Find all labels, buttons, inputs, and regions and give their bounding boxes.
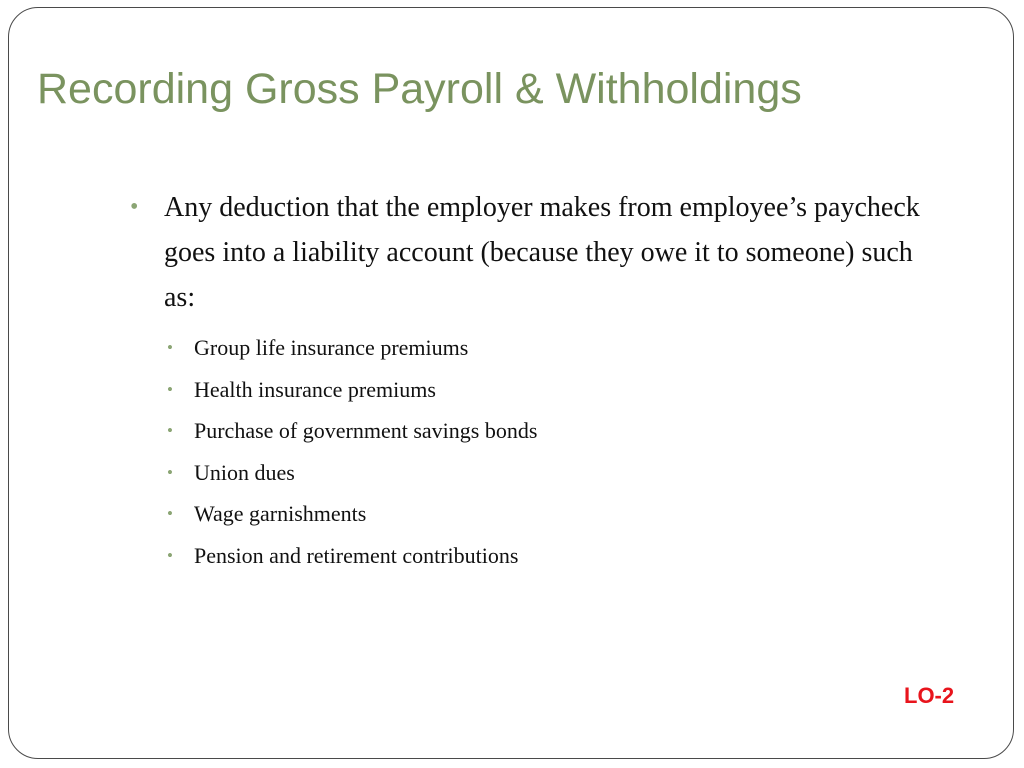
- bullet-dot-icon: •: [167, 338, 173, 357]
- sub-bullet-item: [130, 535, 950, 577]
- sub-bullet-text: Purchase of government savings bonds: [194, 418, 538, 443]
- sub-bullet-text: Health insurance premiums: [194, 376, 436, 402]
- bullet-dot-icon: •: [130, 194, 139, 220]
- bullet-dot-icon: •: [167, 462, 173, 482]
- bullet-dot-icon: •: [167, 379, 173, 399]
- sub-bullet-text: Wage garnishments: [194, 501, 367, 526]
- sub-bullet-text: Pension and retirement contributions: [194, 542, 519, 568]
- main-bullet-text: Any deduction that the employer makes from employee’s paycheck goes into a liability account (because they owe it to someone) such as:: [164, 192, 920, 313]
- sub-bullet-item: [130, 369, 950, 411]
- slide-content: [130, 185, 950, 576]
- main-bullet: [130, 185, 950, 320]
- sub-bullet-text: Union dues: [194, 459, 295, 485]
- sub-bullet-item: [130, 410, 950, 452]
- sub-bullet-item: [130, 452, 950, 494]
- learning-objective-label: LO-2: [904, 683, 955, 708]
- sub-bullet-list: [130, 327, 950, 576]
- bullet-dot-icon: •: [167, 421, 173, 440]
- sub-bullet-item: [130, 493, 950, 535]
- bullet-dot-icon: •: [167, 545, 173, 565]
- sub-bullet-item: [130, 327, 950, 369]
- slide-title: Recording Gross Payroll & Withholdings: [37, 65, 802, 113]
- sub-bullet-text: Group life insurance premiums: [194, 335, 469, 360]
- bullet-dot-icon: •: [167, 504, 173, 523]
